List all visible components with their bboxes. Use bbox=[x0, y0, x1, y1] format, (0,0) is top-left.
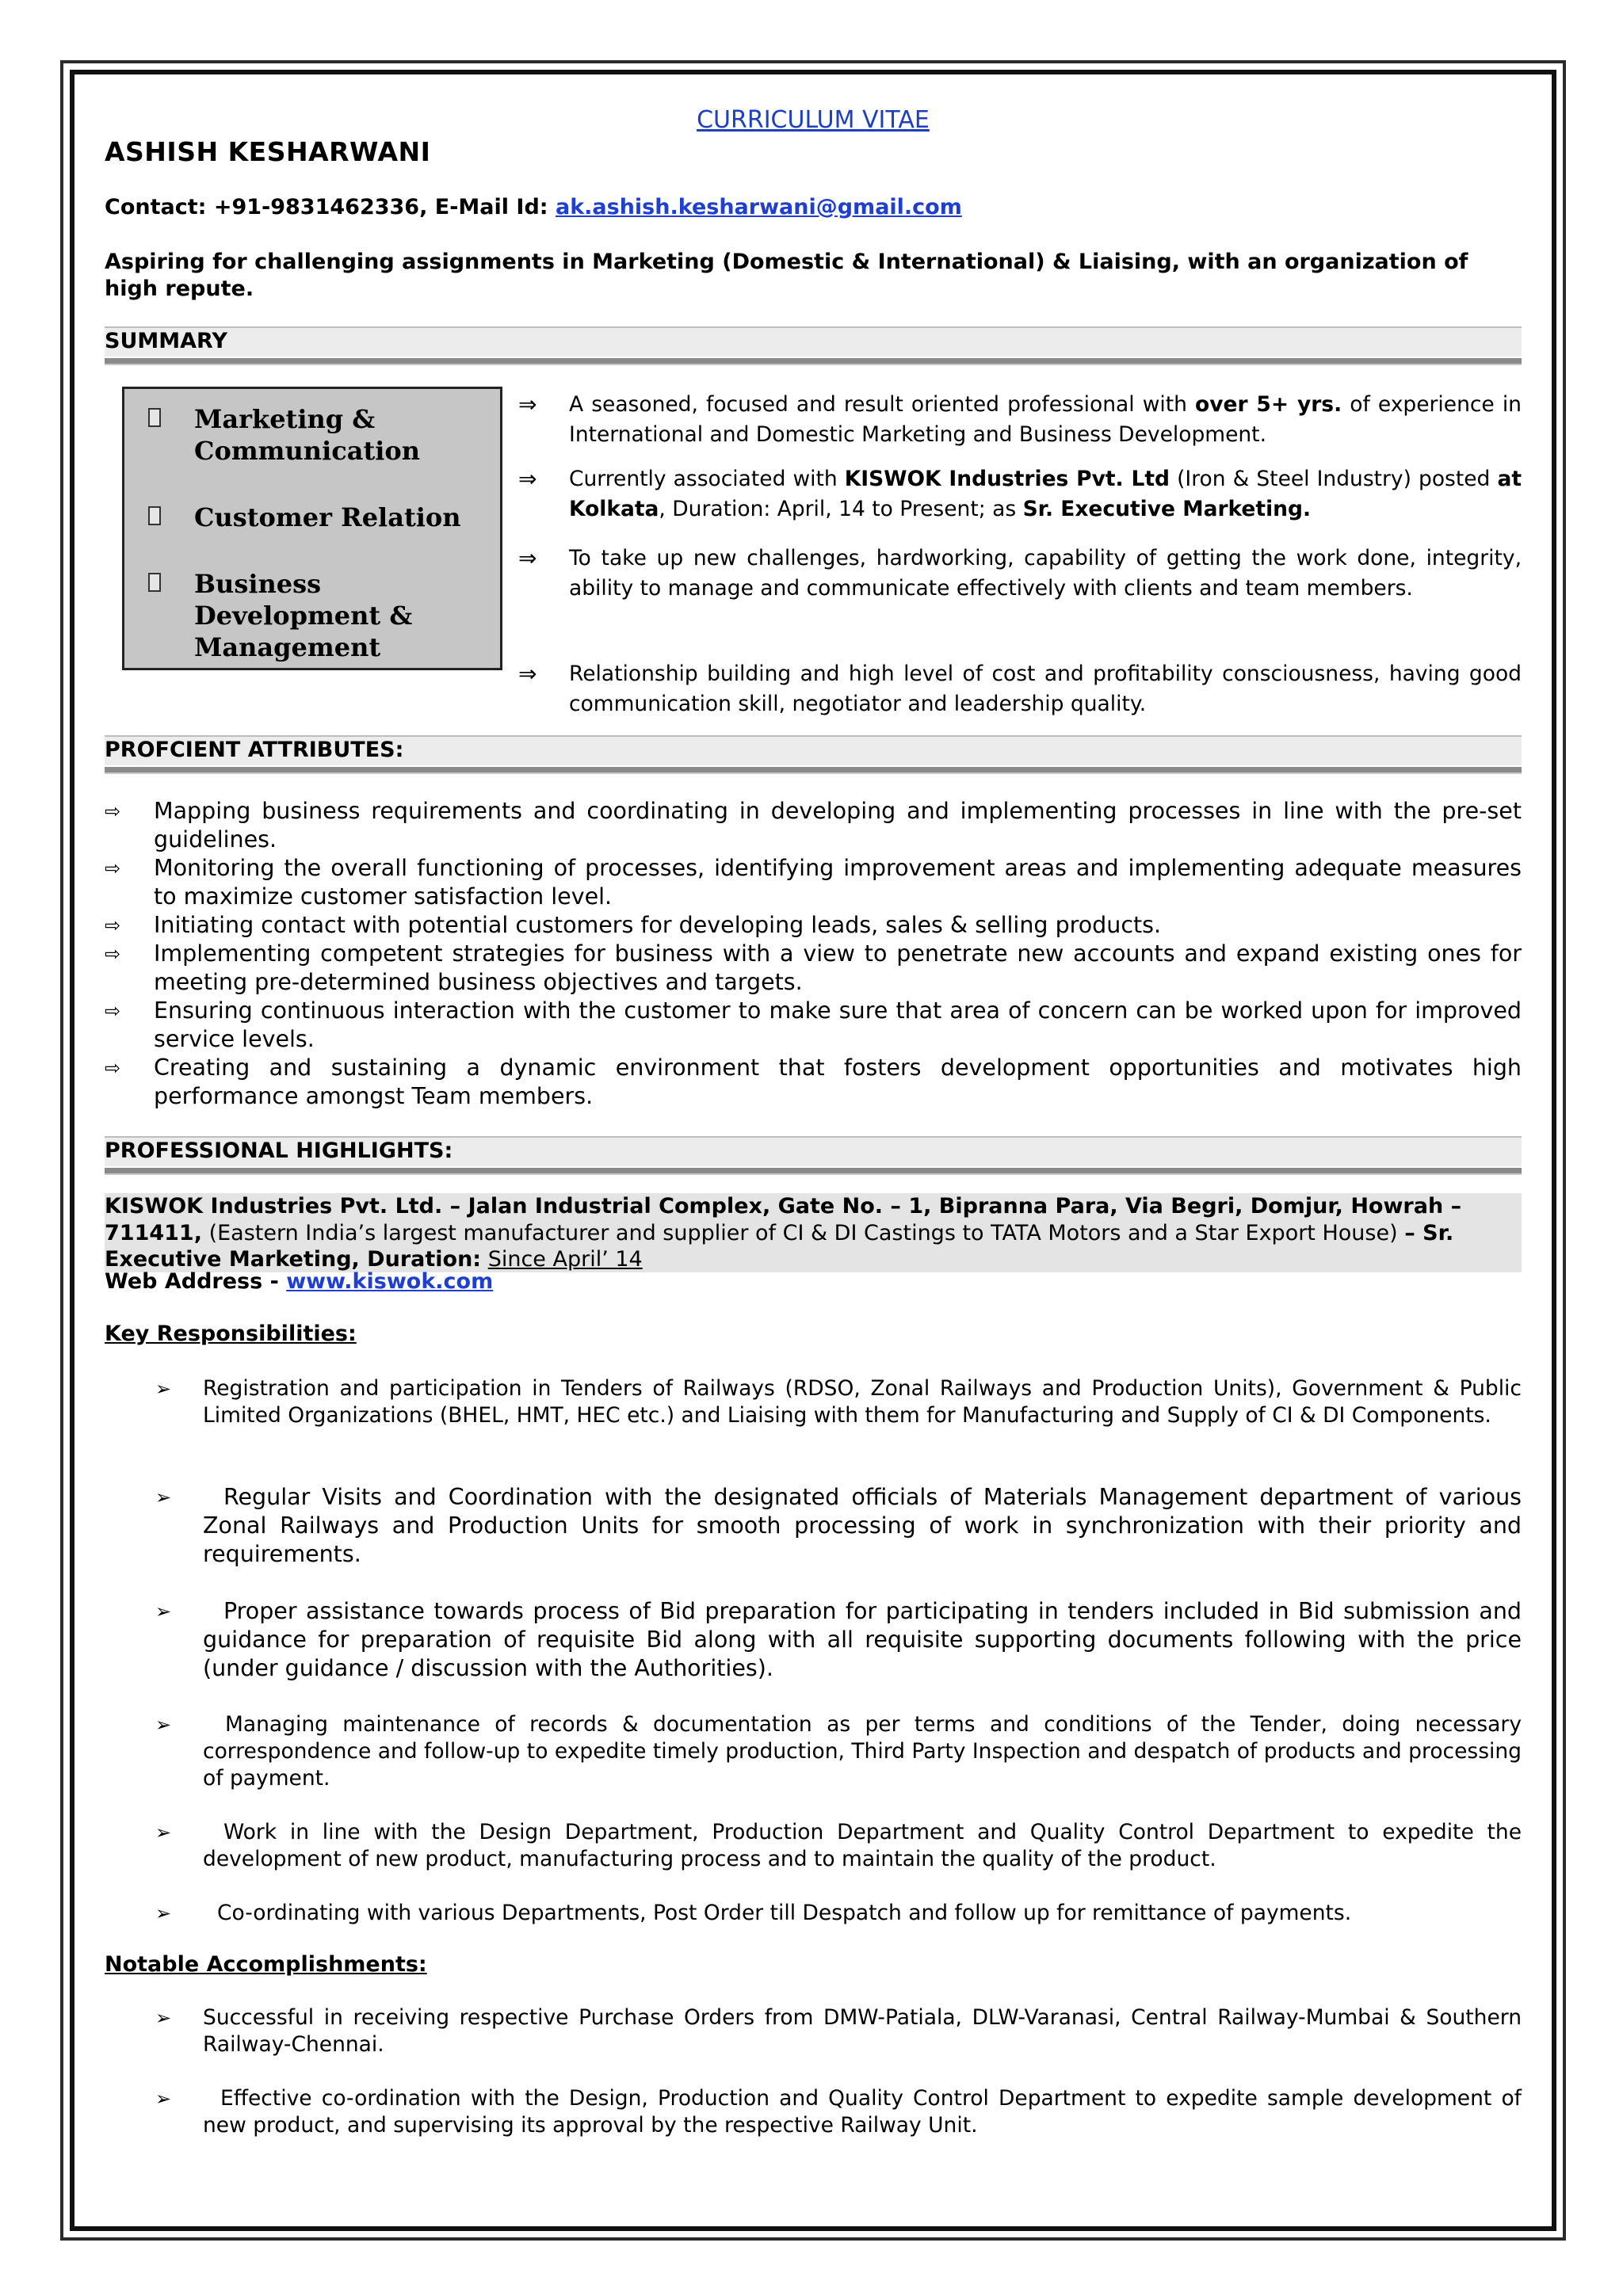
job-role: – Sr. Executive Marketing, Duration: bbox=[105, 1220, 1454, 1272]
attribute-text: Mapping business requirements and coordinating in developing and implementing processes in line with the pre-set guidelines. bbox=[154, 798, 1522, 852]
skill-label: Marketing & Communication bbox=[194, 404, 420, 466]
skill-label: Customer Relation bbox=[194, 502, 461, 532]
web-address-label: Web Address - bbox=[105, 1269, 287, 1294]
summary-bold: KISWOK Industries Pvt. Ltd bbox=[844, 467, 1170, 491]
responsibilities-heading: Key Responsibilities: bbox=[105, 1322, 357, 1346]
highlights-heading: PROFESSIONAL HIGHLIGHTS: bbox=[105, 1136, 1522, 1166]
summary-text: (Iron & Steel Industry) posted bbox=[1170, 467, 1498, 491]
double-arrow-icon: ⇒ bbox=[518, 545, 537, 571]
summary-text: A seasoned, focused and result oriented professional with bbox=[569, 392, 1196, 417]
document-title: CURRICULUM VITAE bbox=[697, 106, 930, 134]
responsibility-text: Work in line with the Design Department, Production Department and Quality Control Department to expedite the development of new product, manufacturing process and to maintain the quality of the product. bbox=[203, 1820, 1522, 1871]
summary-text: , Duration: April, 14 to Present; as bbox=[659, 497, 1023, 521]
checkbox-icon bbox=[148, 408, 161, 427]
summary-bold: at Kolkata bbox=[569, 467, 1522, 521]
career-objective: Aspiring for challenging assignments in Marketing (Domestic & International) & Liaising, with an organization of high repute. bbox=[105, 250, 1468, 301]
arrow-right-icon: ⇨ bbox=[105, 857, 121, 879]
website-link[interactable]: www.kiswok.com bbox=[286, 1269, 494, 1294]
attribute-text: Initiating contact with potential customers for developing leads, sales & selling products. bbox=[154, 912, 1162, 938]
job-duration: Since April’ 14 bbox=[487, 1247, 643, 1272]
skill-label: Business Development & Management bbox=[194, 569, 413, 662]
arrowhead-bullet-icon: ➢ bbox=[155, 1821, 172, 1844]
arrowhead-bullet-icon: ➢ bbox=[155, 1486, 172, 1508]
attribute-text: Ensuring continuous interaction with the customer to make sure that area of concern can be worked upon for improved service levels. bbox=[154, 997, 1522, 1052]
candidate-name: ASHISH KESHARWANI bbox=[105, 136, 431, 167]
responsibility-text: Registration and participation in Tenders of Railways (RDSO, Zonal Railways and Production Units), Government & Public Limited Organizations (BHEL, HMT, HEC etc.) and Liaising with them for Manufacturing and Supply of CI & DI Components. bbox=[203, 1376, 1522, 1428]
arrow-right-icon: ⇨ bbox=[105, 1000, 121, 1022]
company-details bbox=[105, 1193, 1522, 1272]
summary-bold: Sr. Executive Marketing. bbox=[1022, 497, 1312, 521]
attribute-text: Implementing competent strategies for business with a view to penetrate new accounts and expand existing ones for meeting pre-determined business objectives and targets. bbox=[154, 940, 1522, 995]
checkbox-icon bbox=[148, 506, 161, 525]
summary-text: Currently associated with bbox=[569, 467, 845, 491]
contact-line bbox=[105, 195, 962, 219]
arrowhead-bullet-icon: ➢ bbox=[155, 1902, 172, 1924]
arrow-right-icon: ⇨ bbox=[105, 914, 121, 936]
key-skills-box bbox=[122, 387, 502, 670]
summary-text: of experience in International and Domestic Marketing and Business Development. bbox=[569, 392, 1522, 447]
arrowhead-bullet-icon: ➢ bbox=[155, 1378, 172, 1400]
accomplishment-text: Effective co-ordination with the Design, Production and Quality Control Department to expedite sample development of new product, and supervising its approval by the respective Railway Unit. bbox=[203, 2086, 1522, 2138]
responsibility-text: Proper assistance towards process of Bid preparation for participating in tenders included in Bid submission and guidance for preparation of requisite Bid along with all requisite supporting documents following with the price (under guidance / discussion with the Authorities). bbox=[203, 1598, 1522, 1681]
arrowhead-bullet-icon: ➢ bbox=[155, 1600, 172, 1623]
accomplishments-heading: Notable Accomplishments: bbox=[105, 1952, 427, 1977]
attribute-text: Creating and sustaining a dynamic environment that fosters development opportunities and motivates high performance amongst Team members. bbox=[154, 1055, 1522, 1109]
responsibility-text: Co-ordinating with various Departments, Post Order till Despatch and follow up for remittance of payments. bbox=[217, 1901, 1352, 1925]
arrow-right-icon: ⇨ bbox=[105, 943, 121, 965]
summary-text: To take up new challenges, hardworking, capability of getting the work done, integrity, ability to manage and communicate effectively with clients and team members. bbox=[569, 546, 1522, 601]
arrowhead-bullet-icon: ➢ bbox=[155, 2007, 172, 2029]
summary-heading: SUMMARY bbox=[105, 326, 1522, 357]
arrowhead-bullet-icon: ➢ bbox=[155, 2088, 172, 2110]
company-description: (Eastern India’s largest manufacturer and supplier of CI & DI Castings to TATA Motors and a Star Export House) bbox=[201, 1220, 1405, 1245]
summary-text: Relationship building and high level of cost and profitability consciousness, having good communication skill, negotiator and leadership quality. bbox=[569, 662, 1522, 716]
attributes-heading: PROFCIENT ATTRIBUTES: bbox=[105, 735, 1522, 765]
double-arrow-icon: ⇒ bbox=[518, 661, 537, 687]
accomplishment-text: Successful in receiving respective Purchase Orders from DMW-Patiala, DLW-Varanasi, Central Railway-Mumbai & Southern Railway-Chennai. bbox=[203, 2005, 1522, 2057]
summary-bold: over 5+ yrs. bbox=[1195, 392, 1342, 417]
checkbox-icon bbox=[148, 573, 161, 592]
arrowhead-bullet-icon: ➢ bbox=[155, 1714, 172, 1736]
attribute-text: Monitoring the overall functioning of processes, identifying improvement areas and implementing adequate measures to maximize customer satisfaction level. bbox=[154, 855, 1522, 910]
contact-label: Contact: +91-9831462336, E-Mail Id: bbox=[105, 195, 556, 219]
arrow-right-icon: ⇨ bbox=[105, 800, 121, 822]
email-link[interactable]: ak.ashish.kesharwani@gmail.com bbox=[555, 195, 962, 219]
responsibility-text: Managing maintenance of records & documentation as per terms and conditions of the Tender, doing necessary correspondence and follow-up to expedite timely production, Third Party Inspection and despatch of products and processing of payment. bbox=[203, 1712, 1522, 1791]
web-address-line bbox=[105, 1269, 493, 1294]
double-arrow-icon: ⇒ bbox=[518, 391, 537, 418]
company-name-address: KISWOK Industries Pvt. Ltd. – Jalan Industrial Complex, Gate No. – 1, Bipranna Para, Via Begri, Domjur, Howrah – 711411, bbox=[105, 1194, 1462, 1245]
arrow-right-icon: ⇨ bbox=[105, 1057, 121, 1079]
responsibility-text: Regular Visits and Coordination with the designated officials of Materials Management department of various Zonal Railways and Production Units for smooth processing of work in synchronization with their priority and requirements. bbox=[203, 1484, 1522, 1567]
double-arrow-icon: ⇒ bbox=[518, 466, 537, 492]
